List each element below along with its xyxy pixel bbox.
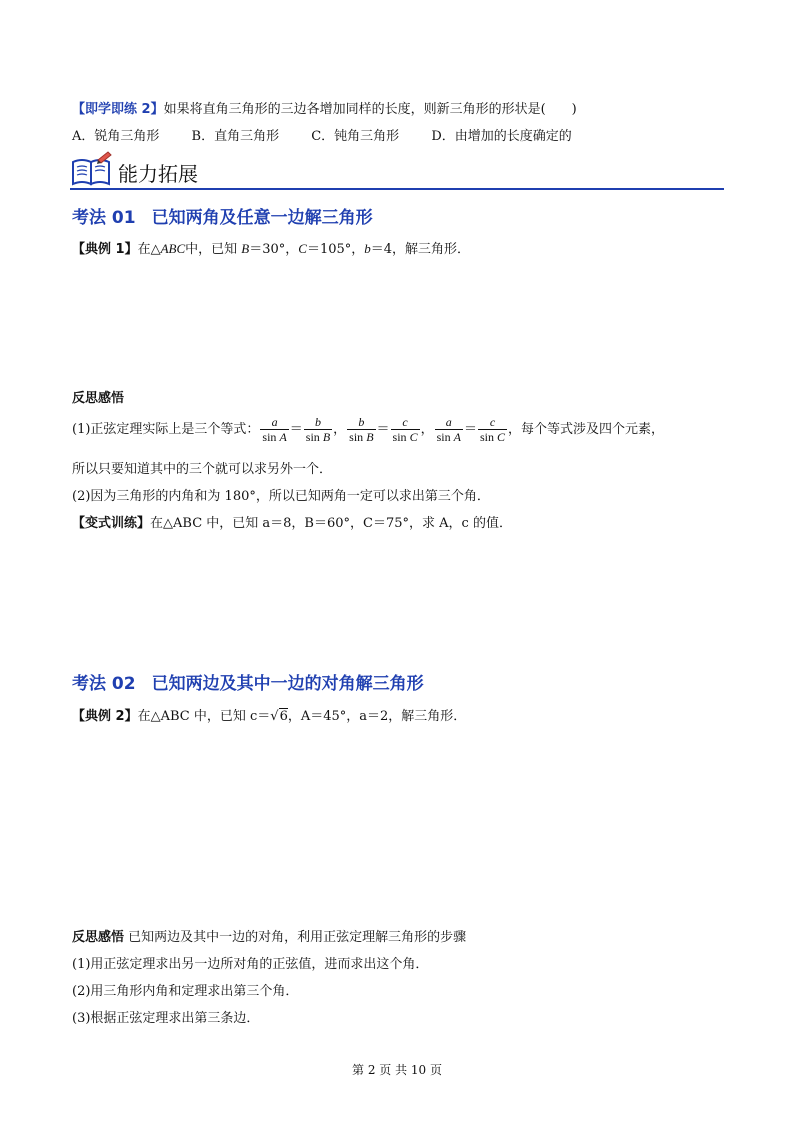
example-1-B: B xyxy=(241,241,250,256)
example-1-b: b xyxy=(364,241,371,256)
example-2: 【典例 2】在△ABC 中，已知 c＝√6，A＝45°，a＝2，解三角形． xyxy=(72,709,467,724)
variant-label: 【变式训练】 xyxy=(72,516,151,531)
method-2-number: 考法 02 xyxy=(72,674,136,694)
method-2-title xyxy=(72,669,424,694)
reflection-1-line-3: (2)因为三角形的内角和为 180°，所以已知两角一定可以求出第三个角． xyxy=(72,489,490,504)
reflection-2-step-2: (2)用三角形内角和定理求出第三个角． xyxy=(72,984,299,999)
fraction-c-sinC: $\frac{c}{\text{sin C}}$ xyxy=(392,415,418,444)
example-1-abc: ABC xyxy=(160,241,186,256)
section-title: 能力拓展 xyxy=(118,162,198,186)
practice-options xyxy=(72,125,572,144)
fraction-c-sinC-2: $\frac{c}{\text{sin C}}$ xyxy=(479,415,505,444)
practice-question-text: 如果将直角三角形的三边各增加同样的长度，则新三角形的形状是( ) xyxy=(163,102,577,117)
example-1-C-val: ＝105°， xyxy=(306,242,365,257)
reflection-1-line-1-pre: (1)正弦定理实际上是三个等式： xyxy=(72,422,260,437)
reflection-2-step-3: (3)根据正弦定理求出第三条边． xyxy=(72,1011,260,1026)
method-1-text: 已知两角及任意一边解三角形 xyxy=(151,208,373,228)
example-2-text-post: ，A＝45°，a＝2，解三角形． xyxy=(287,709,467,724)
reflection-2-intro-text: 已知两边及其中一边的对角，利用正弦定理解三角形的步骤 xyxy=(128,930,467,945)
reflection-1-title: 反思感悟 xyxy=(72,391,125,406)
practice-label: 【即学即练 2】 xyxy=(72,102,164,117)
example-1 xyxy=(72,238,470,257)
variant-training xyxy=(72,512,512,531)
fraction-a-sinA-2: $\frac{a}{\text{sin A}}$ xyxy=(436,415,461,444)
option-b: B．直角三角形 xyxy=(191,129,280,144)
section-divider xyxy=(70,188,724,190)
method-1-number: 考法 01 xyxy=(72,208,136,228)
example-2-label: 【典例 2】 xyxy=(72,709,138,724)
option-d: D．由增加的长度确定的 xyxy=(431,129,572,144)
example-2-text-pre: 在△ABC 中，已知 c＝ xyxy=(137,709,271,724)
variant-text: 在△ABC 中，已知 a＝8，B＝60°，C＝75°，求 A，c 的值． xyxy=(150,516,512,531)
option-c: C．钝角三角形 xyxy=(311,129,400,144)
example-2-sqrt: 6 xyxy=(279,709,288,724)
example-1-text-mid: 中，已知 xyxy=(185,242,242,257)
reflection-2-step-1: (1)用正弦定理求出另一边所对角的正弦值，进而求出这个角． xyxy=(72,957,429,972)
example-1-B-val: ＝30°， xyxy=(249,242,299,257)
book-icon xyxy=(70,150,114,188)
reflection-1-line-2: 所以只要知道其中的三个就可以求另外一个． xyxy=(72,462,333,477)
example-1-text: 在△ xyxy=(137,242,161,257)
method-1-title xyxy=(72,203,373,228)
page-footer: 第 2 页 共 10 页 xyxy=(352,1063,442,1077)
reflection-1-line-1-post: ，每个等式涉及四个元素， xyxy=(508,422,665,437)
fraction-b-sinB: $\frac{b}{\text{sin B}}$ xyxy=(305,415,331,444)
practice-question xyxy=(72,98,577,117)
fraction-a-sinA: $\frac{a}{\text{sin A}}$ xyxy=(262,415,287,444)
reflection-1-line-1: (1)正弦定理实际上是三个等式： $\frac{a}{\text{sin A}}$ ＝ $\frac{b}{\text{sin B}}$ ， $\frac{b}{\text{sin B}}$ ＝ $\frac{c}{\text{sin C}}$ ， $\frac{a}{\text{sin A}}$ ＝ $\frac{c}{\text{sin C}}$ ，每个等式涉及四个元素， xyxy=(72,415,665,444)
option-a: A．锐角三角形 xyxy=(72,129,160,144)
method-2-text: 已知两边及其中一边的对角解三角形 xyxy=(151,674,424,694)
fraction-b-sinB-2: $\frac{b}{\text{sin B}}$ xyxy=(349,415,374,444)
example-1-label: 【典例 1】 xyxy=(72,242,138,257)
example-1-C: C xyxy=(298,241,307,256)
example-1-b-val: ＝4，解三角形． xyxy=(370,242,471,257)
reflection-2-intro xyxy=(72,926,466,945)
reflection-2-title: 反思感悟 xyxy=(72,930,125,945)
